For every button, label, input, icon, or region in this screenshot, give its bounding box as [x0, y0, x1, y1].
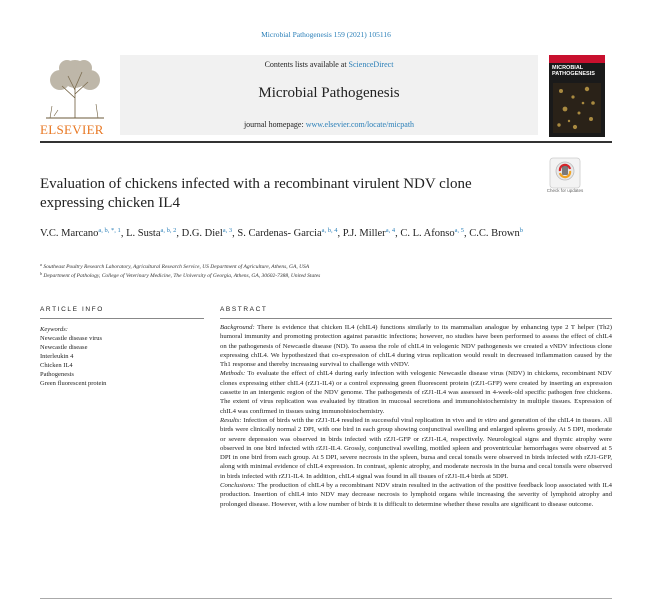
abstract-background: Background: There is evidence that chicken IL4 (chIL4) functions similarly to its mammalian analogue by enhancing type 2 T helper (Th2) humoral immunity and promoting protection against parasitic infections; however, no studies have been performed to assess the effect of chIL4 on the pathogenesis of Newcastle disease (ND). To assess the role of chIL4 in velogenic NDV pathogenesis we created a vNDV infectious clone expressing chIL4. We hypothesized that co-expression of chIL4 during virus replication would result in decreased inflammation caused by the Th1 response and thereby increasing survival to challenge with vNDV. [220, 324, 612, 369]
keyword[interactable]: Newcastle disease virus [40, 335, 103, 342]
keyword[interactable]: Pathogenesis [40, 371, 74, 378]
keyword[interactable]: Newcastle disease [40, 344, 88, 351]
journal-cover-image[interactable] [549, 55, 605, 137]
author[interactable]: S. Cardenas- Garcia$^{a, b, 4}$, [237, 227, 343, 239]
contents-prefix: Contents lists available at [264, 60, 349, 69]
article-info-heading: ARTICLE INFO [40, 306, 104, 313]
abstract-conclusions: Conclusions: The production of chIL4 by a recombinant NDV strain resulted in the activation of the positive feedback loop associated with IL4 production. Insertion of chIL4 into NDV may decrease necrosis to lymphoid organs while increasing the severity of lymphoid atrophy and prolonged disease. However, with a low number of birds it is difficult to determine whether these results are significant to disease outcome. [220, 482, 612, 508]
affiliation-a: $^a$ Southeast Poultry Research Laboratory, Agricultural Research Service, US Department of Agriculture, Athens, GA, USA [40, 262, 310, 270]
affiliation-b: $^b$ Department of Pathology, College of Veterinary Medicine, The University of Georgia, Athens, GA, 30602-7388, United States [40, 271, 321, 279]
footer-rule [40, 598, 612, 599]
abstract-body [220, 323, 612, 509]
article-info-rule [40, 318, 204, 319]
author[interactable]: V.C. Marcano$^{a, b, *, 1}$, [40, 227, 127, 239]
header-divider [40, 141, 612, 143]
author[interactable]: C.C. Brown$^b$ [469, 227, 523, 239]
abstract-heading: ABSTRACT [220, 306, 268, 313]
abstract-results: Results: Infection of birds with the rZJ1-IL4 resulted in successful viral replication in vivo and in vitro and generation of the chIL4 in tissues. All birds were clinically normal 2 DPI, with one bird in each group showing conjunctival swelling and enlarged spleens grossly. At 5 DPI, moderate or severe depression was observed in birds infected with rZJ1-GFP or rZJ1-IL4, respectively. Neurological signs and thymic atrophy were observed in one bird infected with rZJ1-IL4. Grossly, conjunctival swelling, mottled spleen and proventricular hemorrhages were observed at 5 DPI in one bird from each group. At 5 DPI, severe necrosis in the spleen, bursa and cecal tonsils were observed in birds infected with rZJ1-GFP, along with minimal evidence of chIL4 expression. In contrast, splenic atrophy, and moderate necrosis in the bursa and cecal tonsils were observed in birds infected with rZJ1-IL4. In addition, chIL4 signal was found in all tissues of rZJ1-IL4 birds at 5DPI. [220, 416, 612, 480]
homepage-prefix: journal homepage: [243, 120, 306, 129]
contents-line [120, 60, 538, 69]
sciencedirect-link[interactable]: ScienceDirect [348, 60, 394, 69]
author[interactable]: D.G. Diel$^{a, 3}$, [181, 227, 238, 239]
keyword[interactable]: Green fluorescent protein [40, 380, 107, 387]
author-list [40, 222, 610, 242]
check-for-updates-label[interactable]: Check for updates [546, 188, 584, 193]
author[interactable]: L. Susta$^{a, b, 2}$, [126, 227, 182, 239]
journal-citation[interactable]: Microbial Pathogenesis 159 (2021) 105116 [261, 30, 391, 39]
keywords-label: Keywords: [40, 326, 68, 333]
cover-title: MICROBIAL PATHOGENESIS [552, 65, 595, 77]
article-title: Evaluation of chickens infected with a recombinant virulent NDV clone expressing chicken IL4 [40, 176, 472, 211]
author[interactable]: C. L. Afonso$^{a, 5}$, [400, 227, 470, 239]
abstract-rule [220, 318, 612, 319]
homepage-link[interactable]: www.elsevier.com/locate/micpath [305, 120, 415, 129]
keyword[interactable]: Chicken IL4 [40, 362, 73, 369]
author[interactable]: P.J. Miller$^{a, 4}$, [342, 227, 401, 239]
elsevier-wordmark: ELSEVIER [40, 122, 104, 137]
elsevier-tree-logo [40, 58, 110, 120]
journal-homepage-line [120, 120, 538, 129]
cover-band [549, 55, 605, 63]
abstract-methods: Methods: To evaluate the effect of chIL4 during early infection with velogenic Newcastle disease virus (NDV) in chickens, recombinant NDV clones expressing either chIL4 (rZJ1-IL4) or a control expressing green fluorescent protein (rZJ1-GFP) were created by inserting an expression cassette in an intergenic region of the NDV genome. The pathogenesis of rZJ1-IL4 was assessed in 4-week-old specific pathogen free chickens. The extent of virus replication was evaluated by titration in mucosal secretions and immunohistochemistry in multiple tissues. Expression of chIL4 was confirmed in tissues using immunohistochemistry. [220, 370, 612, 415]
journal-title: Microbial Pathogenesis [258, 85, 400, 101]
cover-micrograph [553, 83, 601, 133]
keyword[interactable]: Interleukin 4 [40, 353, 74, 360]
check-for-updates-icon[interactable] [548, 156, 582, 190]
